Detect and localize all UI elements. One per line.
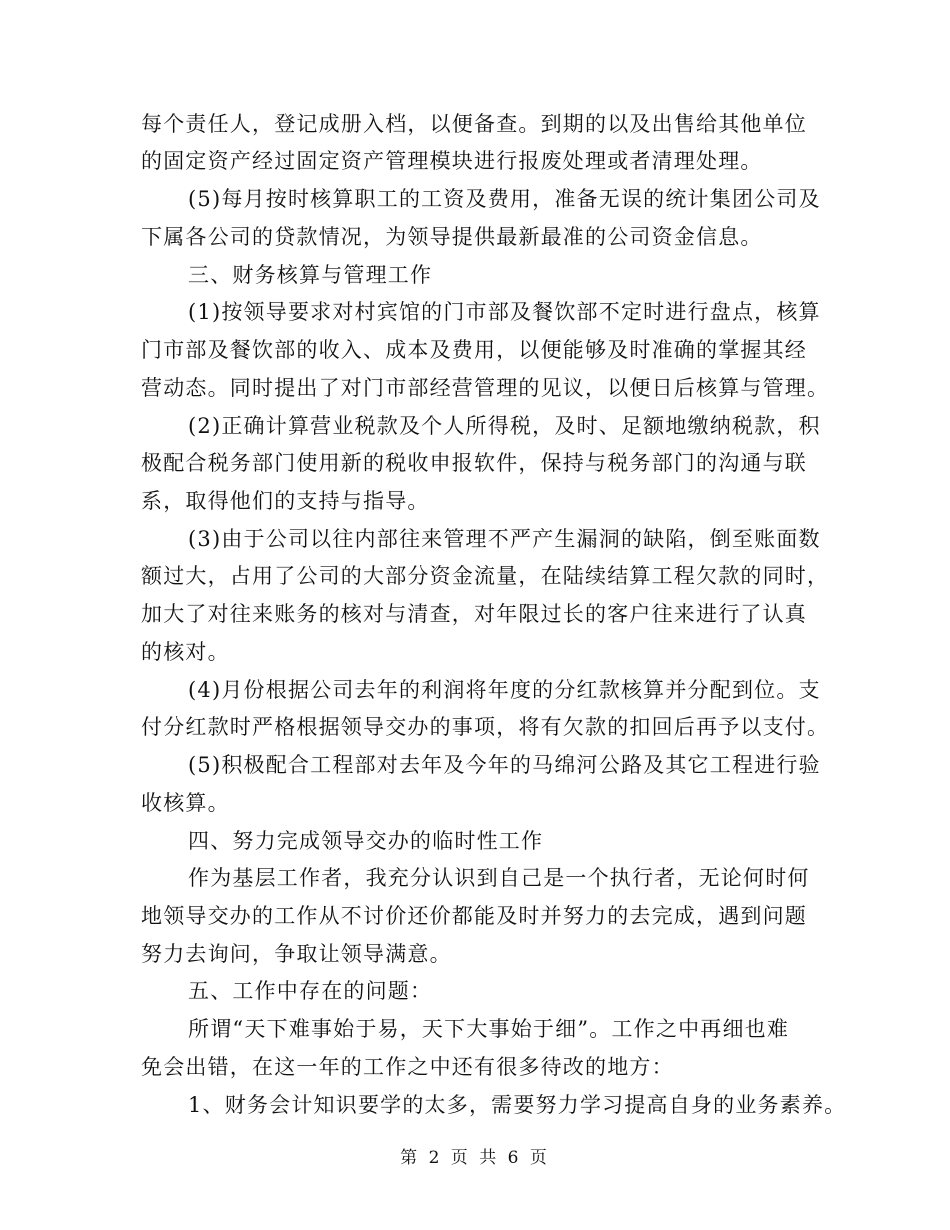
text-line: (5)积极配合工程部对去年及今年的马绵河公路及其它工程进行验 — [188, 753, 821, 777]
text-line: 营动态。同时提出了对门市部经营管理的见议，以便日后核算与管理。 — [141, 376, 830, 400]
text-line: 系，取得他们的支持与指导。 — [141, 489, 430, 513]
text-line: 门市部及餐饮部的收入、成本及费用，以便能够及时准确的掌握其经 — [141, 338, 807, 362]
text-line: (3)由于公司以往内部往来管理不严产生漏洞的缺陷，倒至账面数 — [188, 527, 821, 551]
section-heading: 四、努力完成领导交办的临时性工作 — [188, 829, 544, 853]
text-line: 所谓“天下难事始于易，天下大事始于细”。工作之中再细也难 — [188, 1017, 790, 1041]
text-line: (4)月份根据公司去年的利润将年度的分红款核算并分配到位。支 — [188, 678, 821, 702]
text-line: 额过大，占用了公司的大部分资金流量，在陆续结算工程欠款的同时， — [141, 564, 830, 588]
text-line: 地领导交办的工作从不讨价还价都能及时并努力的去完成，遇到问题 — [141, 904, 807, 928]
section-heading: 五、工作中存在的问题： — [188, 979, 433, 1003]
text-line: (2)正确计算营业税款及个人所得税，及时、足额地缴纳税款，积 — [188, 414, 821, 438]
text-line: (5)每月按时核算职工的工资及费用，准备无误的统计集团公司及 — [188, 187, 821, 211]
text-line: 每个责任人，登记成册入档，以便备查。到期的以及出售给其他单位 — [141, 112, 807, 136]
text-line: 免会出错，在这一年的工作之中还有很多待改的地方： — [141, 1055, 674, 1079]
text-line: 1、财务会计知识要学的太多，需要努力学习提高自身的业务素养。 — [188, 1093, 847, 1117]
text-line: 付分红款时严格根据领导交办的事项，将有欠款的扣回后再予以支付。 — [141, 715, 830, 739]
text-line: 的核对。 — [141, 640, 230, 664]
text-line: 下属各公司的贷款情况，为领导提供最新最准的公司资金信息。 — [141, 225, 763, 249]
text-line: 加大了对往来账务的核对与清查，对年限过长的客户往来进行了认真 — [141, 602, 807, 626]
text-line: (1)按领导要求对村宾馆的门市部及餐饮部不定时进行盘点，核算 — [188, 300, 821, 324]
text-line: 努力去询问，争取让领导满意。 — [141, 942, 452, 966]
page-number: 第 2 页 共 6 页 — [400, 1148, 550, 1168]
text-line: 作为基层工作者，我充分认识到自己是一个执行者，无论何时何 — [188, 866, 810, 890]
text-line: 收核算。 — [141, 791, 230, 815]
section-heading: 三、财务核算与管理工作 — [188, 263, 433, 287]
text-line: 的固定资产经过固定资产管理模块进行报废处理或者清理处理。 — [141, 149, 763, 173]
text-line: 极配合税务部门使用新的税收申报软件，保持与税务部门的沟通与联 — [141, 451, 807, 475]
